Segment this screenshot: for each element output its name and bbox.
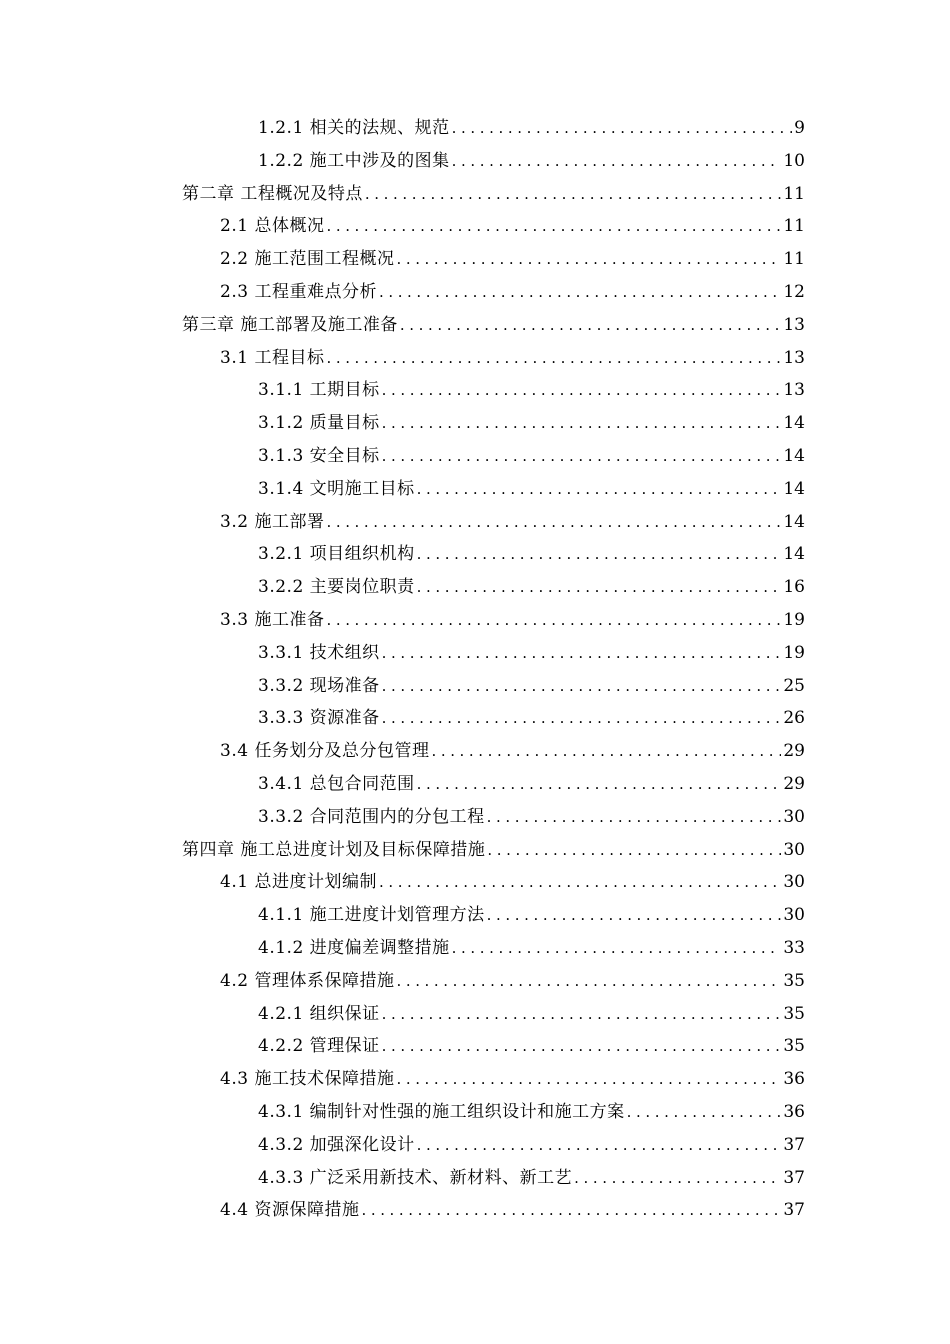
toc-dot-leader xyxy=(379,276,781,308)
toc-entry[interactable] xyxy=(220,1194,805,1226)
toc-dot-leader xyxy=(382,637,782,669)
toc-dot-leader xyxy=(400,309,781,341)
toc-entry-title: 3.3.1 技术组织 xyxy=(258,642,380,663)
toc-entry-page-number: 13 xyxy=(783,347,805,368)
toc-dot-leader xyxy=(431,735,781,767)
toc-entry-page-number: 30 xyxy=(783,806,805,827)
toc-dot-leader xyxy=(417,571,782,603)
toc-dot-leader xyxy=(417,768,782,800)
toc-entry[interactable] xyxy=(258,1030,805,1062)
toc-dot-leader xyxy=(396,243,781,275)
toc-entry-title: 2.3 工程重难点分析 xyxy=(220,282,377,302)
toc-entry-title: 3.3 施工准备 xyxy=(220,610,325,630)
toc-dot-leader xyxy=(417,538,782,570)
toc-entry[interactable] xyxy=(258,1096,805,1128)
toc-entry-page-number: 14 xyxy=(783,511,805,532)
toc-dot-leader xyxy=(326,604,781,636)
toc-entry[interactable] xyxy=(258,473,805,505)
toc-entry[interactable] xyxy=(258,801,805,833)
toc-entry-page-number: 36 xyxy=(783,1069,805,1090)
toc-dot-leader xyxy=(574,1162,781,1194)
toc-dot-leader xyxy=(379,866,781,898)
toc-entry[interactable] xyxy=(220,210,805,242)
toc-entry[interactable] xyxy=(220,506,805,538)
toc-dot-leader xyxy=(365,178,781,210)
toc-entry-page-number: 30 xyxy=(783,839,805,860)
toc-entry-page-number: 29 xyxy=(783,774,805,794)
toc-dot-leader xyxy=(487,899,782,931)
toc-entry[interactable] xyxy=(220,342,805,374)
toc-entry-title: 2.2 施工范围工程概况 xyxy=(220,249,395,270)
toc-entry-page-number: 13 xyxy=(783,314,805,335)
toc-entry-page-number: 35 xyxy=(783,1003,805,1024)
toc-entry-page-number: 29 xyxy=(783,741,805,762)
toc-entry-title: 1.2.1 相关的法规、规范 xyxy=(258,118,450,138)
toc-entry-title: 3.3.3 资源准备 xyxy=(258,708,380,729)
toc-entry-page-number: 14 xyxy=(783,478,805,499)
toc-entry-page-number: 19 xyxy=(783,642,805,663)
toc-entry-title: 4.3 施工技术保障措施 xyxy=(220,1069,395,1090)
toc-dot-leader xyxy=(326,506,781,538)
toc-entry-title: 第四章 施工总进度计划及目标保障措施 xyxy=(182,839,486,860)
toc-entry-page-number: 10 xyxy=(783,150,805,171)
toc-entry-page-number: 13 xyxy=(783,380,805,401)
toc-entry-title: 4.2.2 管理保证 xyxy=(258,1036,380,1057)
toc-entry-page-number: 12 xyxy=(783,282,805,302)
toc-entry-title: 4.3.3 广泛采用新技术、新材料、新工艺 xyxy=(258,1167,573,1188)
toc-entry-title: 2.1 总体概况 xyxy=(220,216,325,237)
toc-dot-leader xyxy=(326,210,781,242)
toc-dot-leader xyxy=(382,670,782,702)
toc-entry-title: 3.1 工程目标 xyxy=(220,347,325,368)
toc-entry-page-number: 33 xyxy=(783,938,805,958)
toc-entry-page-number: 37 xyxy=(783,1134,805,1155)
toc-entry[interactable] xyxy=(258,374,805,406)
toc-entry-title: 3.2 施工部署 xyxy=(220,511,325,532)
toc-entry[interactable] xyxy=(182,178,805,210)
toc-entry-page-number: 36 xyxy=(783,1102,805,1122)
toc-entry-title: 1.2.2 施工中涉及的图集 xyxy=(258,150,450,171)
toc-entry-page-number: 30 xyxy=(783,872,805,893)
toc-entry-title: 3.4.1 总包合同范围 xyxy=(258,774,415,794)
toc-dot-leader xyxy=(361,1194,781,1226)
toc-entry-title: 4.1.1 施工进度计划管理方法 xyxy=(258,905,485,926)
toc-entry[interactable] xyxy=(220,604,805,636)
toc-entry-page-number: 26 xyxy=(783,708,805,729)
toc-entry-title: 第三章 施工部署及施工准备 xyxy=(182,314,398,335)
toc-entry-title: 3.4 任务划分及总分包管理 xyxy=(220,741,430,762)
toc-entry-title: 3.2.1 项目组织机构 xyxy=(258,544,415,565)
toc-dot-leader xyxy=(452,932,782,964)
toc-entry-page-number: 16 xyxy=(783,577,805,598)
toc-entry[interactable] xyxy=(258,932,805,964)
toc-entry[interactable] xyxy=(258,571,805,603)
toc-entry-title: 4.2 管理体系保障措施 xyxy=(220,970,395,991)
toc-entry[interactable] xyxy=(258,768,805,800)
toc-dot-leader xyxy=(452,112,793,144)
toc-dot-leader xyxy=(382,702,782,734)
toc-entry[interactable] xyxy=(220,276,805,308)
toc-entry[interactable] xyxy=(258,899,805,931)
toc-entry-title: 4.2.1 组织保证 xyxy=(258,1003,380,1024)
toc-entry[interactable] xyxy=(258,637,805,669)
toc-entry-title: 3.3.2 合同范围内的分包工程 xyxy=(258,806,485,827)
toc-entry[interactable] xyxy=(258,670,805,702)
toc-entry-title: 4.1.2 进度偏差调整措施 xyxy=(258,938,450,958)
toc-entry-page-number: 19 xyxy=(783,610,805,630)
toc-entry-page-number: 35 xyxy=(783,970,805,991)
toc-entry-page-number: 14 xyxy=(783,413,805,434)
toc-entry-page-number: 37 xyxy=(783,1167,805,1188)
toc-dot-leader xyxy=(382,407,782,439)
toc-dot-leader xyxy=(382,998,782,1030)
toc-entry-title: 3.3.2 现场准备 xyxy=(258,675,380,696)
toc-dot-leader xyxy=(417,1129,782,1161)
toc-entry-page-number: 11 xyxy=(783,249,805,270)
toc-dot-leader xyxy=(487,834,781,866)
toc-dot-leader xyxy=(382,374,782,406)
toc-entry[interactable] xyxy=(220,965,805,997)
toc-entry-title: 3.1.3 安全目标 xyxy=(258,446,380,466)
toc-entry[interactable] xyxy=(182,309,805,341)
toc-entry[interactable] xyxy=(258,407,805,439)
toc-entry-page-number: 25 xyxy=(783,675,805,696)
toc-entry-page-number: 37 xyxy=(783,1200,805,1221)
toc-entry-page-number: 11 xyxy=(783,216,805,237)
toc-entry-title: 4.3.1 编制针对性强的施工组织设计和施工方案 xyxy=(258,1102,625,1122)
toc-entry[interactable] xyxy=(258,112,805,144)
toc-entry-title: 3.2.2 主要岗位职责 xyxy=(258,577,415,598)
toc-dot-leader xyxy=(396,965,781,997)
toc-entry-title: 第二章 工程概况及特点 xyxy=(182,183,363,204)
toc-entry[interactable] xyxy=(220,1063,805,1095)
toc-dot-leader xyxy=(627,1096,782,1128)
toc-entry-title: 4.1 总进度计划编制 xyxy=(220,872,377,893)
toc-entry-page-number: 14 xyxy=(783,544,805,565)
toc-entry[interactable] xyxy=(258,1129,805,1161)
toc-entry[interactable] xyxy=(258,702,805,734)
toc-entry-title: 3.1.4 文明施工目标 xyxy=(258,478,415,499)
toc-entry-page-number: 35 xyxy=(783,1036,805,1057)
toc-dot-leader xyxy=(326,342,781,374)
toc-entry[interactable] xyxy=(258,440,805,472)
toc-entry-title: 3.1.1 工期目标 xyxy=(258,380,380,401)
toc-entry[interactable] xyxy=(220,866,805,898)
toc-entry[interactable] xyxy=(258,998,805,1030)
toc-entry[interactable] xyxy=(258,1162,805,1194)
toc-dot-leader xyxy=(487,801,782,833)
toc-entry-page-number: 30 xyxy=(783,905,805,926)
toc-dot-leader xyxy=(396,1063,781,1095)
toc-entry[interactable] xyxy=(220,735,805,767)
toc-dot-leader xyxy=(417,473,782,505)
toc-entry-title: 3.1.2 质量目标 xyxy=(258,413,380,434)
toc-entry[interactable] xyxy=(182,834,805,866)
toc-dot-leader xyxy=(382,1030,782,1062)
toc-dot-leader xyxy=(452,145,782,177)
toc-entry-page-number: 14 xyxy=(783,446,805,466)
toc-entry[interactable] xyxy=(258,145,805,177)
toc-entry-page-number: 11 xyxy=(783,183,805,204)
toc-dot-leader xyxy=(382,440,782,472)
toc-entry-page-number: 9 xyxy=(794,118,805,138)
toc-entry[interactable] xyxy=(258,538,805,570)
toc-entry[interactable] xyxy=(220,243,805,275)
toc-entry-title: 4.4 资源保障措施 xyxy=(220,1200,360,1221)
toc-entry-title: 4.3.2 加强深化设计 xyxy=(258,1134,415,1155)
